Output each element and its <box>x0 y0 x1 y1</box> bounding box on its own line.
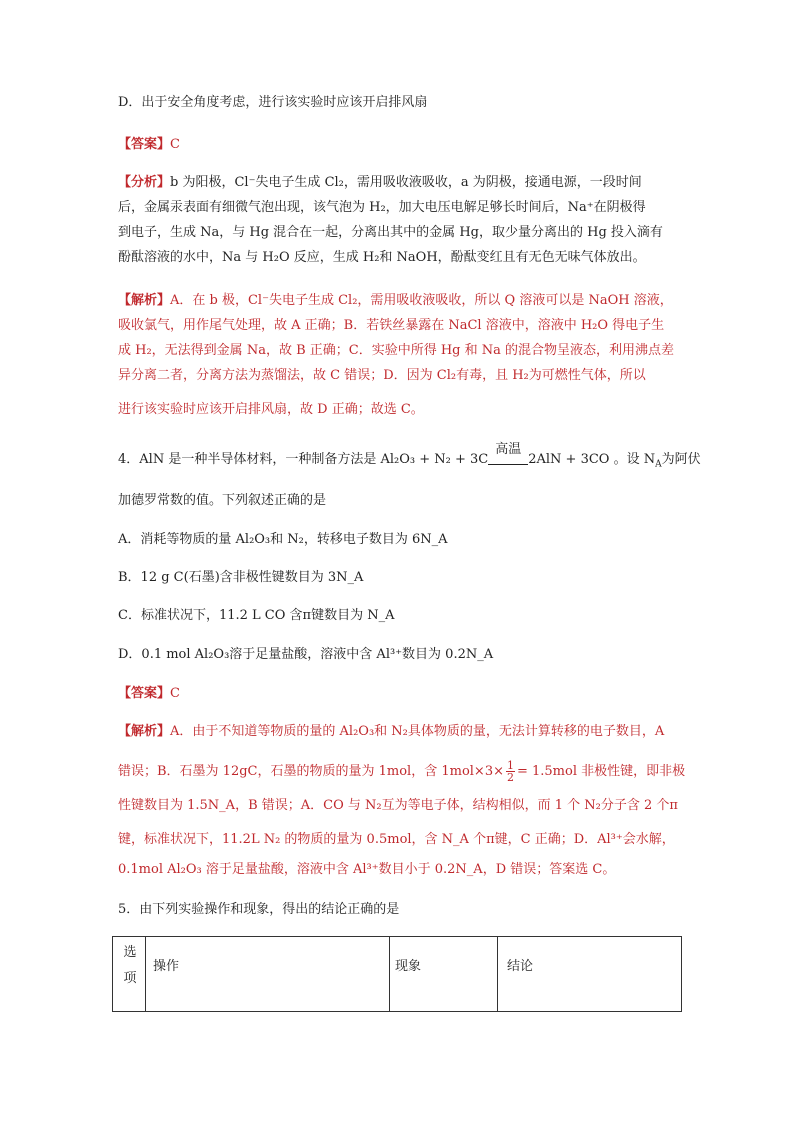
analysis-text: b 为阳极，Cl⁻失电子生成 Cl₂，需用吸收液吸收，a 为阴极，接通电源，一段时间 <box>170 175 642 190</box>
table-divider <box>389 937 390 1011</box>
fraction <box>506 760 515 783</box>
q3-explanation-line-5: 进行该实验时应该开启排风扇，故 D 正确；故选 C。 <box>118 402 424 417</box>
analysis-tag: 【分析】 <box>118 175 171 190</box>
explanation-tag: 【解析】 <box>118 724 171 739</box>
reaction-condition: 高温 <box>495 441 522 457</box>
answer-value: C <box>170 137 180 152</box>
header-option-char-2: 项 <box>123 971 137 986</box>
q3-explanation-line-1 <box>118 293 673 309</box>
q3-analysis-line-1 <box>118 175 642 191</box>
answer-tag: 【答案】 <box>118 686 171 701</box>
table-divider <box>145 937 146 1011</box>
equation-left: Al₂O₃ + N₂ + 3C <box>380 452 489 467</box>
q4-explanation-line-1 <box>118 724 664 740</box>
explanation-text: 错误；B．石墨为 12gC，石墨的物质的量为 1mol，含 1mol×3× <box>118 764 504 779</box>
reaction-equation <box>380 441 613 467</box>
q4-explanation-line-2 <box>118 760 685 783</box>
explanation-text: A．由于不知道等物质的量的 Al₂O₃和 N₂具体物质的量，无法计算转移的电子数目，A <box>170 724 665 739</box>
header-option-char-1: 选 <box>123 945 137 960</box>
table-divider <box>497 937 498 1011</box>
answer-tag: 【答案】 <box>118 137 171 152</box>
q4-option-b: B．12 g C(石墨)含非极性键数目为 3N_A <box>118 570 364 585</box>
q4-explanation-line-5: 0.1mol Al₂O₃ 溶于足量盐酸，溶液中含 Al³⁺数目小于 0.2N_A，D 错误；答案选 C。 <box>118 862 616 877</box>
q4-stem-pre: 4．AlN 是一种半导体材料，一种制备方法是 <box>118 452 377 467</box>
q4-option-d: D．0.1 mol Al₂O₃溶于足量盐酸，溶液中含 Al³⁺数目为 0.2N_A <box>118 647 494 662</box>
q3-analysis-line-4: 酚酞溶液的水中，Na 与 H₂O 反应，生成 H₂和 NaOH，酚酞变红且有无色无味气体放出。 <box>118 250 646 265</box>
equation-right: 2AlN + 3CO <box>528 452 610 467</box>
q3-answer <box>118 137 180 153</box>
reaction-arrow <box>488 441 528 473</box>
q4-explanation-line-3: 性键数目为 1.5N_A，B 错误；A．CO 与 N₂互为等电子体，结构相似，而 1 个 N₂分子含 2 个π <box>118 798 678 813</box>
q4-option-a: A．消耗等物质的量 Al₂O₃和 N₂，转移电子数目为 6N_A <box>118 532 448 547</box>
q4-answer <box>118 686 180 702</box>
q4-stem-post-2: 为阿伏 <box>661 452 701 467</box>
q3-option-d: D．出于安全角度考虑，进行该实验时应该开启排风扇 <box>118 95 428 110</box>
q4-stem-line-2: 加德罗常数的值。下列叙述正确的是 <box>118 493 327 508</box>
header-option <box>121 943 139 989</box>
header-operation: 操作 <box>153 959 180 974</box>
q3-explanation-line-3: 成 H₂，无法得到金属 Na，故 B 正确；C．实验中所得 Hg 和 Na 的混合物呈液态，利用沸点差 <box>118 343 675 358</box>
q5-table <box>112 936 682 1012</box>
q4-explanation-line-4: 键，标准状况下，11.2L N₂ 的物质的量为 0.5mol，含 N_A 个π键，C 正确；D．Al³⁺会水解， <box>118 832 675 847</box>
q3-explanation-line-4: 异分离二者，分离方法为蒸馏法，故 C 错误；D．因为 Cl₂有毒，且 H₂为可燃性气体，所以 <box>118 368 646 383</box>
q4-stem-post-sub: A <box>655 459 662 470</box>
fraction-numerator: 1 <box>506 759 514 772</box>
q3-analysis-line-2: 后，金属汞表面有细微气泡出现，该气泡为 H₂，加大电压电解足够长时间后，Na⁺在阴极得 <box>118 200 646 215</box>
header-conclusion: 结论 <box>507 959 534 974</box>
fraction-denominator: 2 <box>506 771 514 784</box>
q4-stem-line-1 <box>118 441 701 473</box>
q3-explanation-line-2: 吸收氯气，用作尾气处理，故 A 正确；B．若铁丝暴露在 NaCl 溶液中，溶液中 H₂O 得电子生 <box>118 318 665 333</box>
q5-stem: 5．由下列实验操作和现象，得出的结论正确的是 <box>118 902 400 917</box>
header-phenomenon: 现象 <box>395 959 422 974</box>
explanation-text: A．在 b 极，Cl⁻失电子生成 Cl₂，需用吸收液吸收，所以 Q 溶液可以是 NaOH 溶液， <box>170 293 673 308</box>
answer-value: C <box>170 686 180 701</box>
explanation-tag: 【解析】 <box>118 293 171 308</box>
explanation-text: = 1.5mol 非极性键，即非极 <box>516 764 686 779</box>
q4-stem-post: 。设 N <box>613 452 656 467</box>
q4-option-c: C．标准状况下，11.2 L CO 含π键数目为 N_A <box>118 608 395 623</box>
q3-analysis-line-3: 到电子，生成 Na，与 Hg 混合在一起，分离出其中的金属 Hg，取少量分离出的 Hg 投入滴有 <box>118 225 663 240</box>
